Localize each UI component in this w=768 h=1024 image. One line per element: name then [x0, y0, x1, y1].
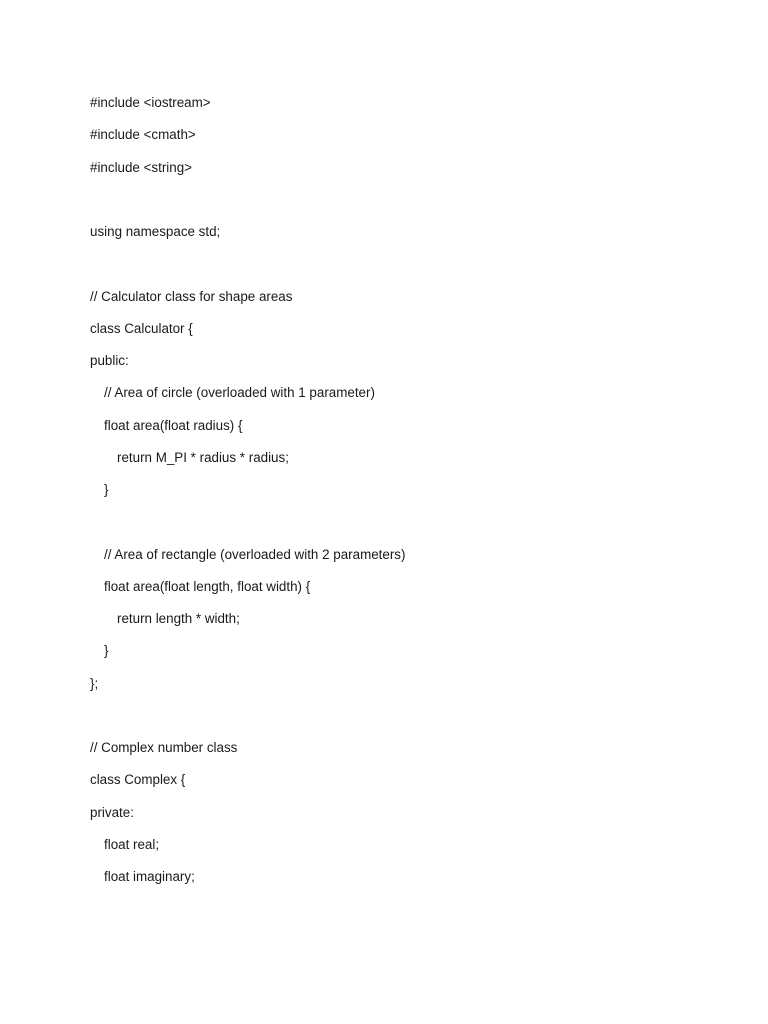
code-comment: // Area of rectangle (overloaded with 2 parameters)	[104, 546, 406, 562]
code-line: }	[104, 643, 109, 659]
blank-line	[90, 510, 708, 542]
code-comment: // Area of circle (overloaded with 1 parameter)	[104, 385, 375, 401]
code-line: float area(float length, float width) {	[104, 578, 311, 594]
code-line: float real;	[104, 836, 160, 852]
code-line: return length * width;	[117, 611, 240, 626]
blank-line	[90, 252, 708, 284]
code-listing	[90, 91, 708, 897]
blank-line	[90, 188, 708, 220]
code-line: #include <string>	[90, 159, 192, 175]
code-line: class Complex {	[90, 772, 186, 788]
code-line: return M_PI * radius * radius;	[117, 449, 289, 465]
code-line: class Calculator {	[90, 320, 193, 336]
code-line: float area(float radius) {	[104, 417, 243, 433]
code-line: }	[104, 482, 109, 497]
code-line: #include <iostream>	[90, 95, 211, 110]
code-comment: // Calculator class for shape areas	[90, 288, 293, 304]
code-line: private:	[90, 804, 134, 820]
code-line: public:	[90, 353, 129, 368]
code-line: };	[90, 675, 99, 691]
code-line: using namespace std;	[90, 224, 221, 239]
code-comment: // Complex number class	[90, 740, 238, 755]
code-line: float imaginary;	[104, 869, 195, 884]
blank-line	[90, 704, 708, 736]
code-line: #include <cmath>	[90, 127, 196, 143]
